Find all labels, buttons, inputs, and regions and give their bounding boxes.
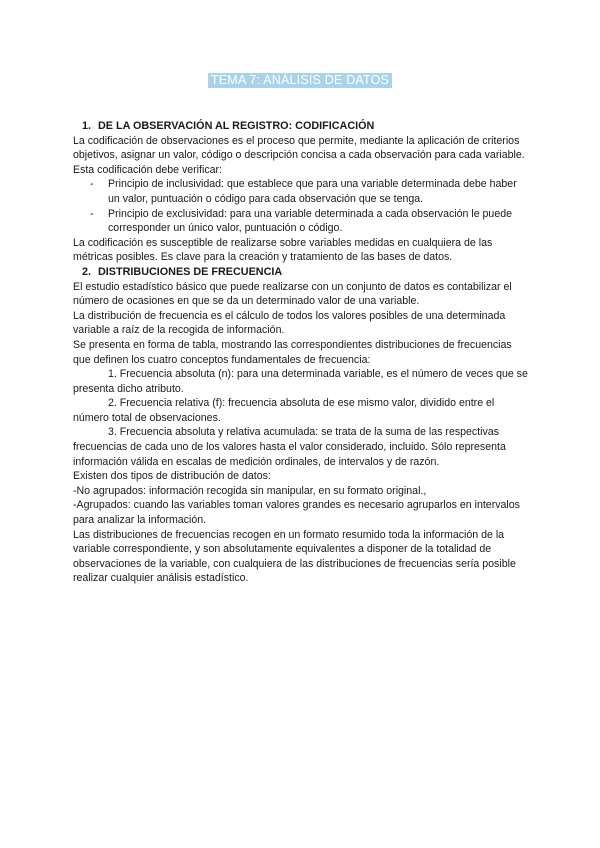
title-container xyxy=(0,73,600,89)
section-1-bullet-list xyxy=(73,177,531,235)
section-2-paragraph: La distribución de frecuencia es el cálculo de todos los valores posibles de una determinada variable a raíz de la recogida de información. xyxy=(73,309,506,337)
section-2-paragraph: Las distribuciones de frecuencias recogen en un formato resumido toda la información de la variable correspondiente, y son absolutamente equivalentes a disponer de la totalidad de observaciones de la variable, con cualquiera de las distribuciones de frecuencias sería posible realizar cualquier análisis estadístico. xyxy=(73,528,516,585)
document-body xyxy=(73,119,531,586)
section-2-number: 2. xyxy=(81,265,91,278)
section-1-number: 1. xyxy=(81,120,91,132)
frequency-item: 1. Frecuencia absoluta (n): para una determinada variable, es el número de veces que se presenta dicho atributo. xyxy=(73,368,528,395)
section-2-paragraph: -Agrupados: cuando las variables toman valores grandes es necesario agruparlos en intervalos para analizar la información. xyxy=(73,499,520,527)
section-2-heading xyxy=(73,265,531,280)
section-1-title: DE LA OBSERVACIÓN AL REGISTRO: CODIFICACIÓN xyxy=(98,120,375,132)
section-2-paragraph: Existen dos tipos de distribución de datos: xyxy=(73,470,271,483)
section-1-heading xyxy=(73,119,531,134)
section-1-intro: La codificación de observaciones es el proceso que permite, mediante la aplicación de criterios objetivos, asignar un valor, código o descripción concisa a cada observación para cada variable. Esta codificación debe verificar: xyxy=(73,134,525,176)
frequency-item: 3. Frecuencia absoluta y relativa acumulada: se trata de la suma de las respectivas frecuencias de cada uno de los valores hasta el valor considerado, incluido. Sólo representa información válida en escalas de medición ordinales, de intervalos y de razón. xyxy=(73,426,506,468)
bullet-item: - Principio de inclusividad: que establece que para una variable determinada debe haber un valor, puntuación o código para cada observación que se tenga. xyxy=(73,177,531,206)
section-2-paragraph: El estudio estadístico básico que puede realizarse con un conjunto de datos es contabilizar el número de ocasiones en que se da un determinado valor de una variable. xyxy=(73,280,512,308)
section-2-paragraph: -No agrupados: información recogida sin manipular, en su formato original., xyxy=(73,484,427,497)
section-1-closing: La codificación es susceptible de realizarse sobre variables medidas en cualquiera de las métricas posibles. Es clave para la creación y tratamiento de las bases de datos. xyxy=(73,236,493,264)
bullet-item: - Principio de exclusividad: para una variable determinada a cada observación le puede corresponder un único valor, puntuación o código. xyxy=(73,207,531,236)
document-title: TEMA 7: ANÁLISIS DE DATOS xyxy=(208,73,392,88)
section-2-title: DISTRIBUCIONES DE FRECUENCIA xyxy=(98,265,283,278)
frequency-item: 2. Frecuencia relativa (f): frecuencia absoluta de ese mismo valor, dividido entre el número total de observaciones. xyxy=(73,397,495,424)
section-2-paragraph: Se presenta en forma de tabla, mostrando las correspondientes distribuciones de frecuencias que definen los cuatro conceptos fundamentales de frecuencia: xyxy=(73,338,512,366)
